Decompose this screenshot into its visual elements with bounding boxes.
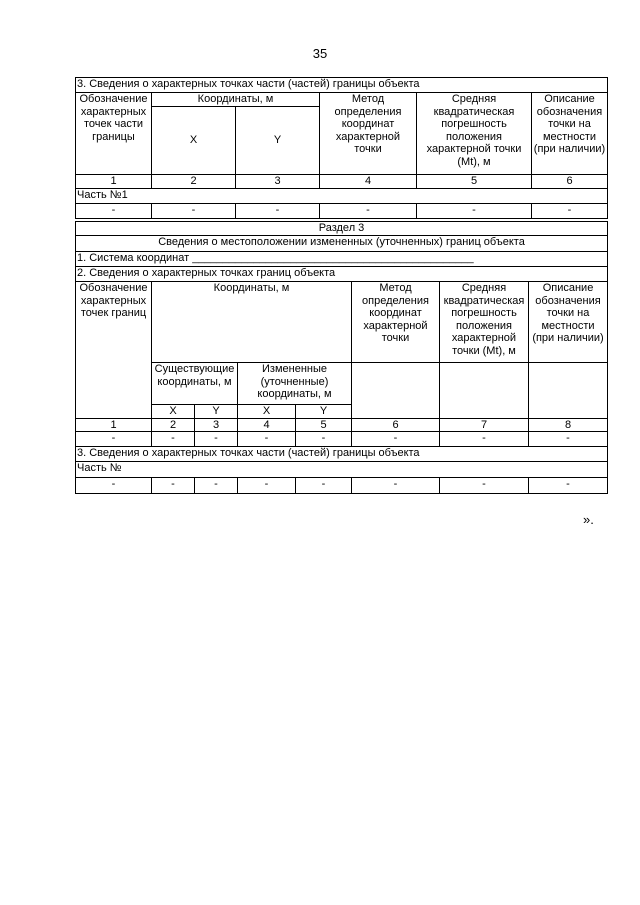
table-cell: - (238, 478, 296, 494)
table-cell: - (152, 478, 195, 494)
page-number: 35 (312, 46, 328, 61)
column-number: 1 (76, 175, 152, 189)
table-cell: - (352, 432, 440, 447)
table-cell: - (352, 478, 440, 494)
column-number: 8 (529, 418, 608, 432)
header-blank (529, 363, 608, 419)
header-method: Метод определения координат характерной точки (320, 93, 417, 175)
column-number: 6 (352, 418, 440, 432)
points-title: 2. Сведения о характерных точках границ объекта (76, 267, 608, 282)
header-coordinates: Координаты, м (152, 282, 352, 363)
header-method: Метод определения координат характерной точки (352, 282, 440, 363)
header-changed-coordinates: Измененные (уточненные) координаты, м (238, 363, 352, 405)
table-cell: - (440, 432, 529, 447)
header-description: Описание обозначения точки на местности (при наличии) (532, 93, 608, 175)
header-x: X (238, 405, 296, 419)
part-label: Часть №1 (76, 189, 608, 204)
table-cell: - (296, 432, 352, 447)
table-cell: - (152, 432, 195, 447)
header-y: Y (296, 405, 352, 419)
table-cell: - (195, 432, 238, 447)
column-number: 7 (440, 418, 529, 432)
header-accuracy: Средняя квадратическая погрешность положения характерной точки (Mt), м (440, 282, 529, 363)
table-cell: - (320, 204, 417, 219)
header-x: X (152, 405, 195, 419)
column-number: 6 (532, 175, 608, 189)
column-number: 5 (296, 418, 352, 432)
part-label: Часть № (76, 462, 608, 478)
column-number: 3 (236, 175, 320, 189)
section-title: 3. Сведения о характерных точках части (частей) границы объекта (76, 78, 608, 93)
header-blank (440, 363, 529, 419)
header-y: Y (195, 405, 238, 419)
table-cell: - (76, 478, 152, 494)
header-designation: Обозначение характерных точек границ (76, 282, 152, 419)
part-points-table (75, 77, 608, 219)
header-x: X (152, 107, 236, 175)
section3-subtitle: Сведения о местоположении измененных (уточненных) границ объекта (76, 236, 608, 252)
column-number: 5 (417, 175, 532, 189)
header-existing-coordinates: Существующие координаты, м (152, 363, 238, 405)
table-cell: - (440, 478, 529, 494)
header-coordinates: Координаты, м (152, 93, 320, 107)
column-number: 2 (152, 175, 236, 189)
header-description: Описание обозначения точки на местности (при наличии) (529, 282, 608, 363)
column-number: 1 (76, 418, 152, 432)
table-cell: - (532, 204, 608, 219)
column-number: 2 (152, 418, 195, 432)
table-cell: - (236, 204, 320, 219)
table-cell: - (152, 204, 236, 219)
table-cell: - (296, 478, 352, 494)
table-cell: - (529, 432, 608, 447)
closing-quote: ». (583, 512, 594, 527)
header-blank (352, 363, 440, 419)
section3-title: Раздел 3 (76, 222, 608, 236)
column-number: 4 (320, 175, 417, 189)
header-y: Y (236, 107, 320, 175)
table-cell: - (76, 432, 152, 447)
column-number: 3 (195, 418, 238, 432)
table-cell: - (417, 204, 532, 219)
parts-title: 3. Сведения о характерных точках части (частей) границы объекта (76, 447, 608, 462)
section3-table (75, 221, 608, 494)
table-cell: - (529, 478, 608, 494)
header-accuracy: Средняя квадратическая погрешность положения характерной точки (Mt), м (417, 93, 532, 175)
coord-system: 1. Система координат ______________________________________________ (76, 252, 608, 267)
table-cell: - (195, 478, 238, 494)
table-cell: - (76, 204, 152, 219)
column-number: 4 (238, 418, 296, 432)
header-designation: Обозначение характерных точек части границы (76, 93, 152, 175)
table-cell: - (238, 432, 296, 447)
